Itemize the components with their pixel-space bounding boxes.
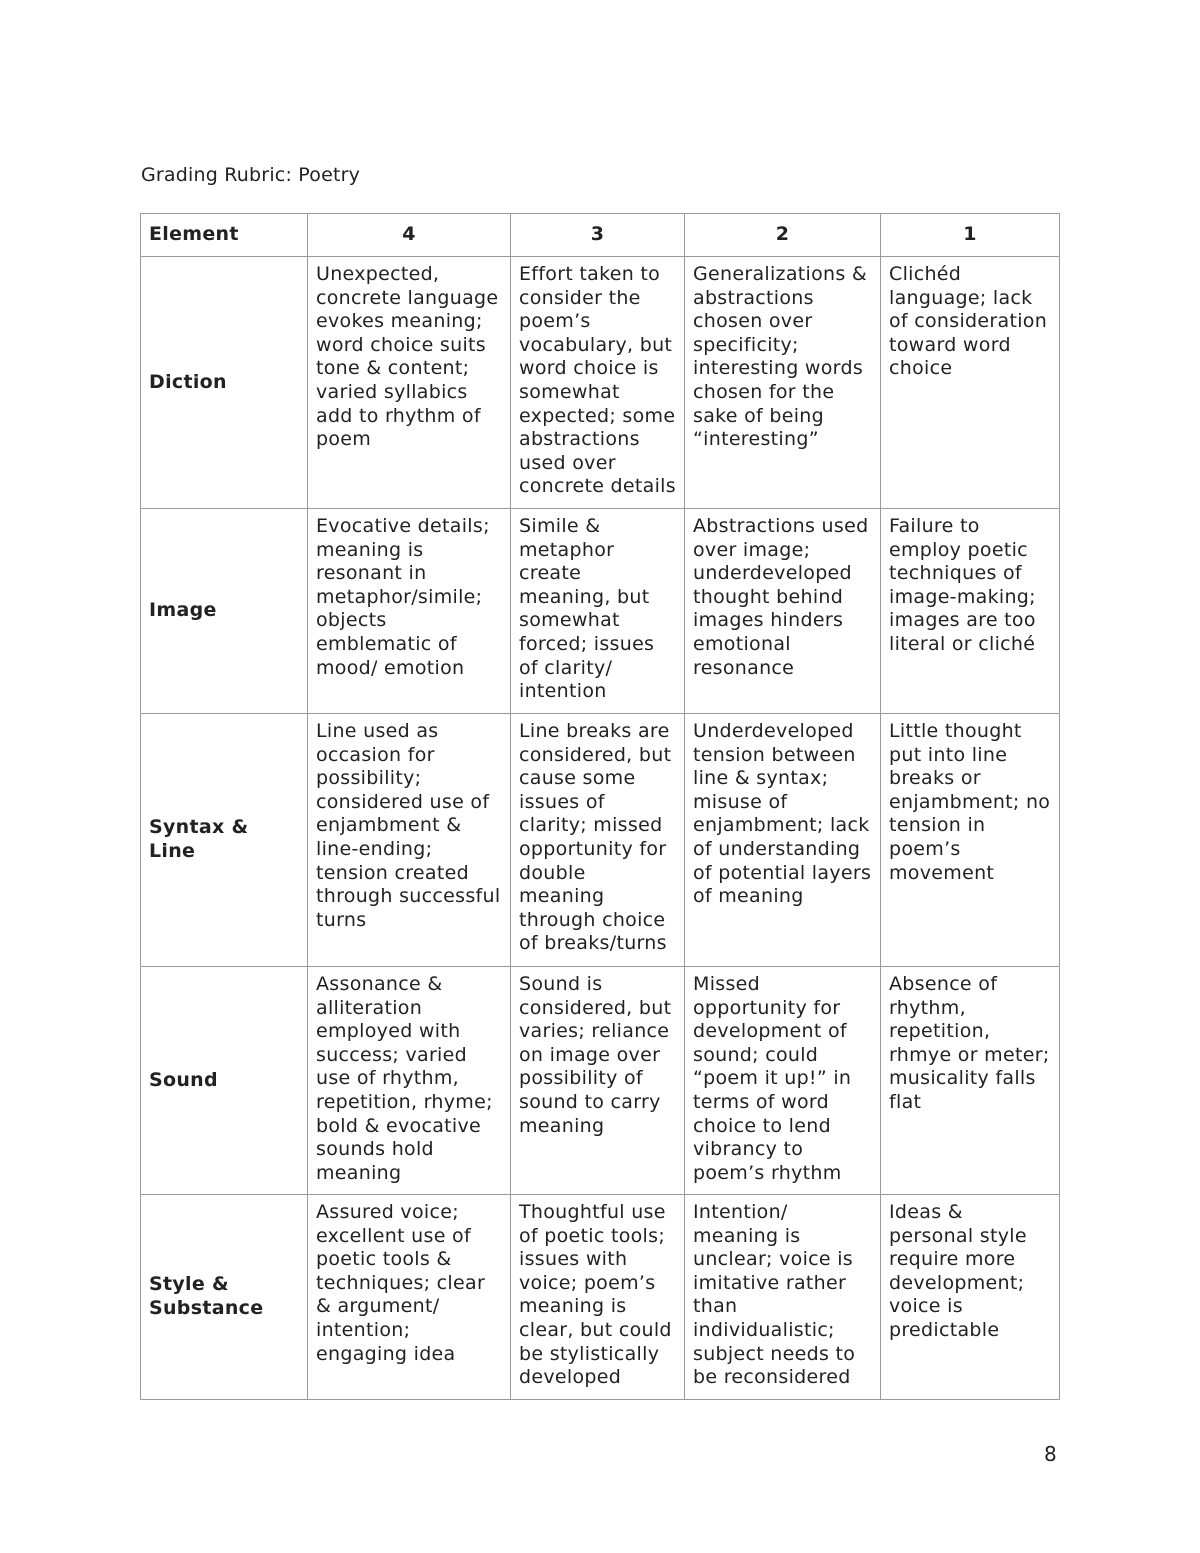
header-score-1: 1 [881, 214, 1060, 257]
criteria-score-4: Unexpected, concrete language evokes meaning; word choice suits tone & content; varied syllabics add to rhythm of poem [308, 257, 511, 509]
rubric-row-style-substance [141, 1195, 1060, 1400]
element-name: Style & Substance [141, 1195, 308, 1400]
rubric-row-diction [141, 257, 1060, 509]
criteria-score-2: Missed opportunity for development of sound; could “poem it up!” in terms of word choice to lend vibrancy to poem’s rhythm [685, 967, 881, 1195]
header-element: Element [141, 214, 308, 257]
criteria-score-1: Ideas & personal style require more development; voice is predictable [881, 1195, 1060, 1400]
element-name: Syntax & Line [141, 714, 308, 967]
criteria-score-2: Generalizations & abstractions chosen over specificity; interesting words chosen for the sake of being “interesting” [685, 257, 881, 509]
criteria-score-4: Assured voice; excellent use of poetic tools & techniques; clear & argument/ intention; engaging idea [308, 1195, 511, 1400]
element-name: Sound [141, 967, 308, 1195]
header-score-2: 2 [685, 214, 881, 257]
criteria-score-2: Abstractions used over image; underdeveloped thought behind images hinders emotional resonance [685, 509, 881, 714]
criteria-score-1: Absence of rhythm, repetition, rhmye or meter; musicality falls flat [881, 967, 1060, 1195]
criteria-score-4: Assonance & alliteration employed with success; varied use of rhythm, repetition, rhyme; bold & evocative sounds hold meaning [308, 967, 511, 1195]
criteria-score-3: Effort taken to consider the poem’s vocabulary, but word choice is somewhat expected; some abstractions used over concrete details [511, 257, 685, 509]
criteria-score-3: Line breaks are considered, but cause some issues of clarity; missed opportunity for double meaning through choice of breaks/turns [511, 714, 685, 967]
criteria-score-3: Thoughtful use of poetic tools; issues with voice; poem’s meaning is clear, but could be stylistically developed [511, 1195, 685, 1400]
page-number: 8 [1044, 1442, 1057, 1466]
element-name: Image [141, 509, 308, 714]
rubric-row-image [141, 509, 1060, 714]
criteria-score-1: Failure to employ poetic techniques of image-making; images are too literal or cliché [881, 509, 1060, 714]
criteria-score-4: Evocative details; meaning is resonant in metaphor/simile; objects emblematic of mood/ emotion [308, 509, 511, 714]
header-row [141, 214, 1060, 257]
criteria-score-1: Clichéd language; lack of consideration toward word choice [881, 257, 1060, 509]
criteria-score-4: Line used as occasion for possibility; considered use of enjambment & line-ending; tension created through successful turns [308, 714, 511, 967]
rubric-row-sound [141, 967, 1060, 1195]
criteria-score-1: Little thought put into line breaks or enjambment; no tension in poem’s movement [881, 714, 1060, 967]
criteria-score-2: Intention/ meaning is unclear; voice is imitative rather than individualistic; subject needs to be reconsidered [685, 1195, 881, 1400]
criteria-score-3: Sound is considered, but varies; reliance on image over possibility of sound to carry meaning [511, 967, 685, 1195]
grading-rubric-table [140, 213, 1060, 1400]
document-title: Grading Rubric: Poetry [141, 164, 361, 186]
criteria-score-2: Underdeveloped tension between line & syntax; misuse of enjambment; lack of understanding of potential layers of meaning [685, 714, 881, 967]
rubric-row-syntax-line [141, 714, 1060, 967]
criteria-score-3: Simile & metaphor create meaning, but somewhat forced; issues of clarity/ intention [511, 509, 685, 714]
header-score-4: 4 [308, 214, 511, 257]
element-name: Diction [141, 257, 308, 509]
header-score-3: 3 [511, 214, 685, 257]
